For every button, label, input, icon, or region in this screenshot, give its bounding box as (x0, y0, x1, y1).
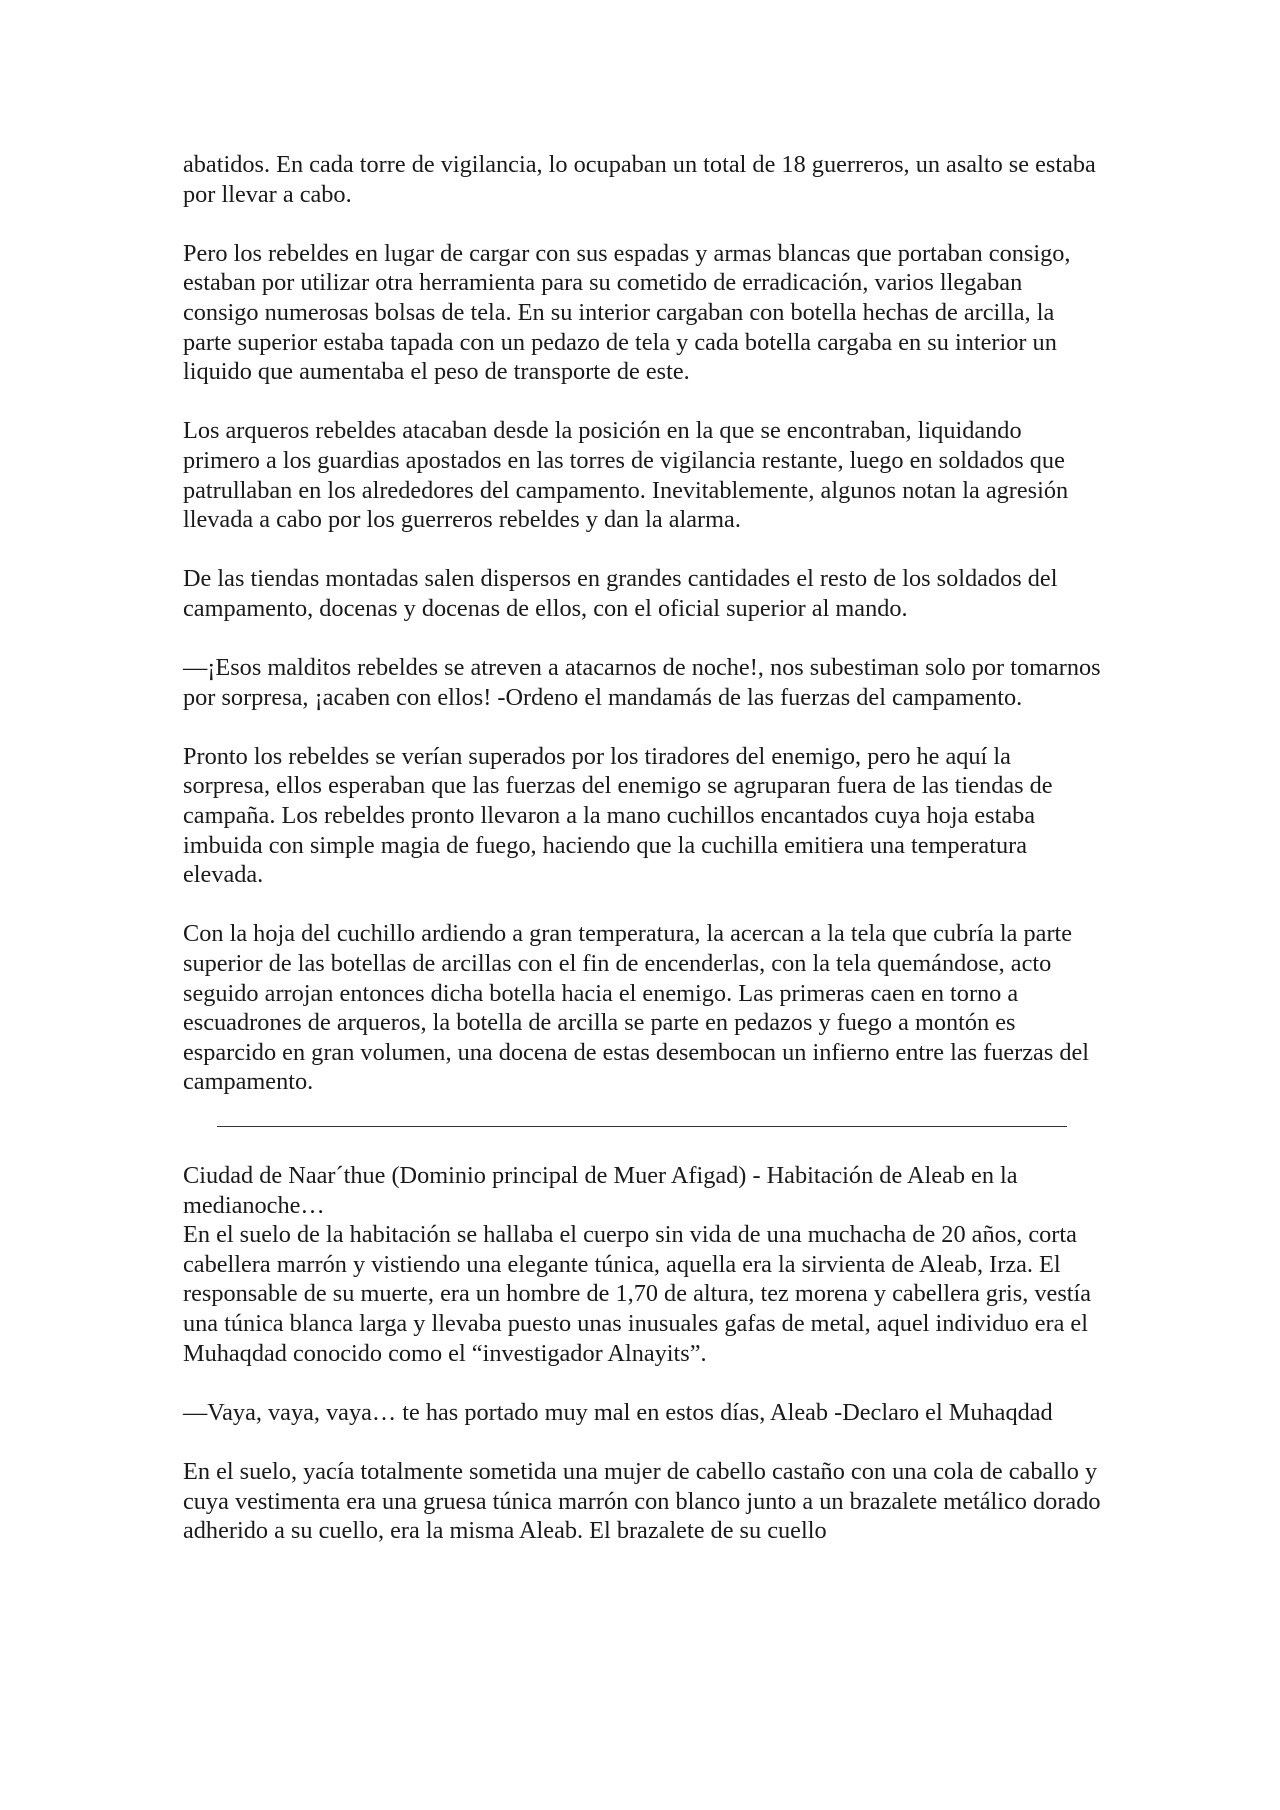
paragraph-8: En el suelo, yacía totalmente sometida una mujer de cabello castaño con una cola de caballo y cuya vestimenta era una gruesa túnica marrón con blanco junto a un brazalete metálico dorado adherido a su cuello, era la misma Aleab. El brazalete de su cuello (183, 1457, 1101, 1545)
dialogue-paragraph-2: —Vaya, vaya, vaya… te has portado muy mal en estos días, Aleab -Declaro el Muhaqdad (183, 1398, 1053, 1426)
paragraph-4: De las tiendas montadas salen dispersos en grandes cantidades el resto de los soldados del campamento, docenas y docenas de ellos, con el oficial superior al mando. (183, 565, 1058, 622)
scene-heading: Ciudad de Naar´thue (Dominio principal de Muer Afigad) - Habitación de Aleab en la medianoche… (183, 1162, 1018, 1219)
paragraph-6: Con la hoja del cuchillo ardiendo a gran temperatura, la acercan a la tela que cubría la parte superior de las botellas de arcillas con el fin de encenderlas, con la tela quemándose, acto seguido arrojan entonces dicha botella hacia el enemigo. Las primeras caen en torno a escuadrones de arqueros, la botella de arcilla se parte en pedazos y fuego a montón es esparcido en gran volumen, una docena de estas desembocan un infierno entre las fuerzas del campamento. (183, 920, 1090, 1096)
paragraph-5: Pronto los rebeldes se verían superados por los tiradores del enemigo, pero he aquí la sorpresa, ellos esperaban que las fuerzas del enemigo se agruparan fuera de las tiendas de campaña. Los rebeldes pronto llevaron a la mano cuchillos encantados cuya hoja estaba imbuida con simple magia de fuego, haciendo que la cuchilla emitiera una temperatura elevada. (183, 742, 1053, 889)
paragraph-2: Pero los rebeldes en lugar de cargar con sus espadas y armas blancas que portaban consigo, estaban por utilizar otra herramienta para su cometido de erradicación, varios llegaban consigo numerosas bolsas de tela. En su interior cargaban con botella hechas de arcilla, la parte superior estaba tapada con un pedazo de tela y cada botella cargaba en su interior un liquido que aumentaba el peso de transporte de este. (183, 239, 1071, 386)
paragraph-1: abatidos. En cada torre de vigilancia, lo ocupaban un total de 18 guerreros, un asalto se estaba por llevar a cabo. (183, 151, 1096, 208)
document-page (183, 150, 1103, 1546)
dialogue-paragraph-1: —¡Esos malditos rebeldes se atreven a atacarnos de noche!, nos subestiman solo por tomarnos por sorpresa, ¡acaben con ellos! -Ordeno el mandamás de las fuerzas del campamento. (183, 654, 1101, 711)
divider-spacing (183, 1127, 1103, 1161)
paragraph-7: En el suelo de la habitación se hallaba el cuerpo sin vida de una muchacha de 20 años, corta cabellera marrón y vistiendo una elegante túnica, aquella era la sirvienta de Aleab, Irza. El responsable de su muerte, era un hombre de 1,70 de altura, tez morena y cabellera gris, vestía una túnica blanca larga y llevaba puesto unas inusuales gafas de metal, aquel individuo era el Muhaqdad conocido como el “investigador Alnayits”. (183, 1221, 1092, 1367)
paragraph-3: Los arqueros rebeldes atacaban desde la posición en la que se encontraban, liquidando primero a los guardias apostados en las torres de vigilancia restante, luego en soldados que patrullaban en los alrededores del campamento. Inevitablemente, algunos notan la agresión llevada a cabo por los guerreros rebeldes y dan la alarma. (183, 417, 1069, 534)
